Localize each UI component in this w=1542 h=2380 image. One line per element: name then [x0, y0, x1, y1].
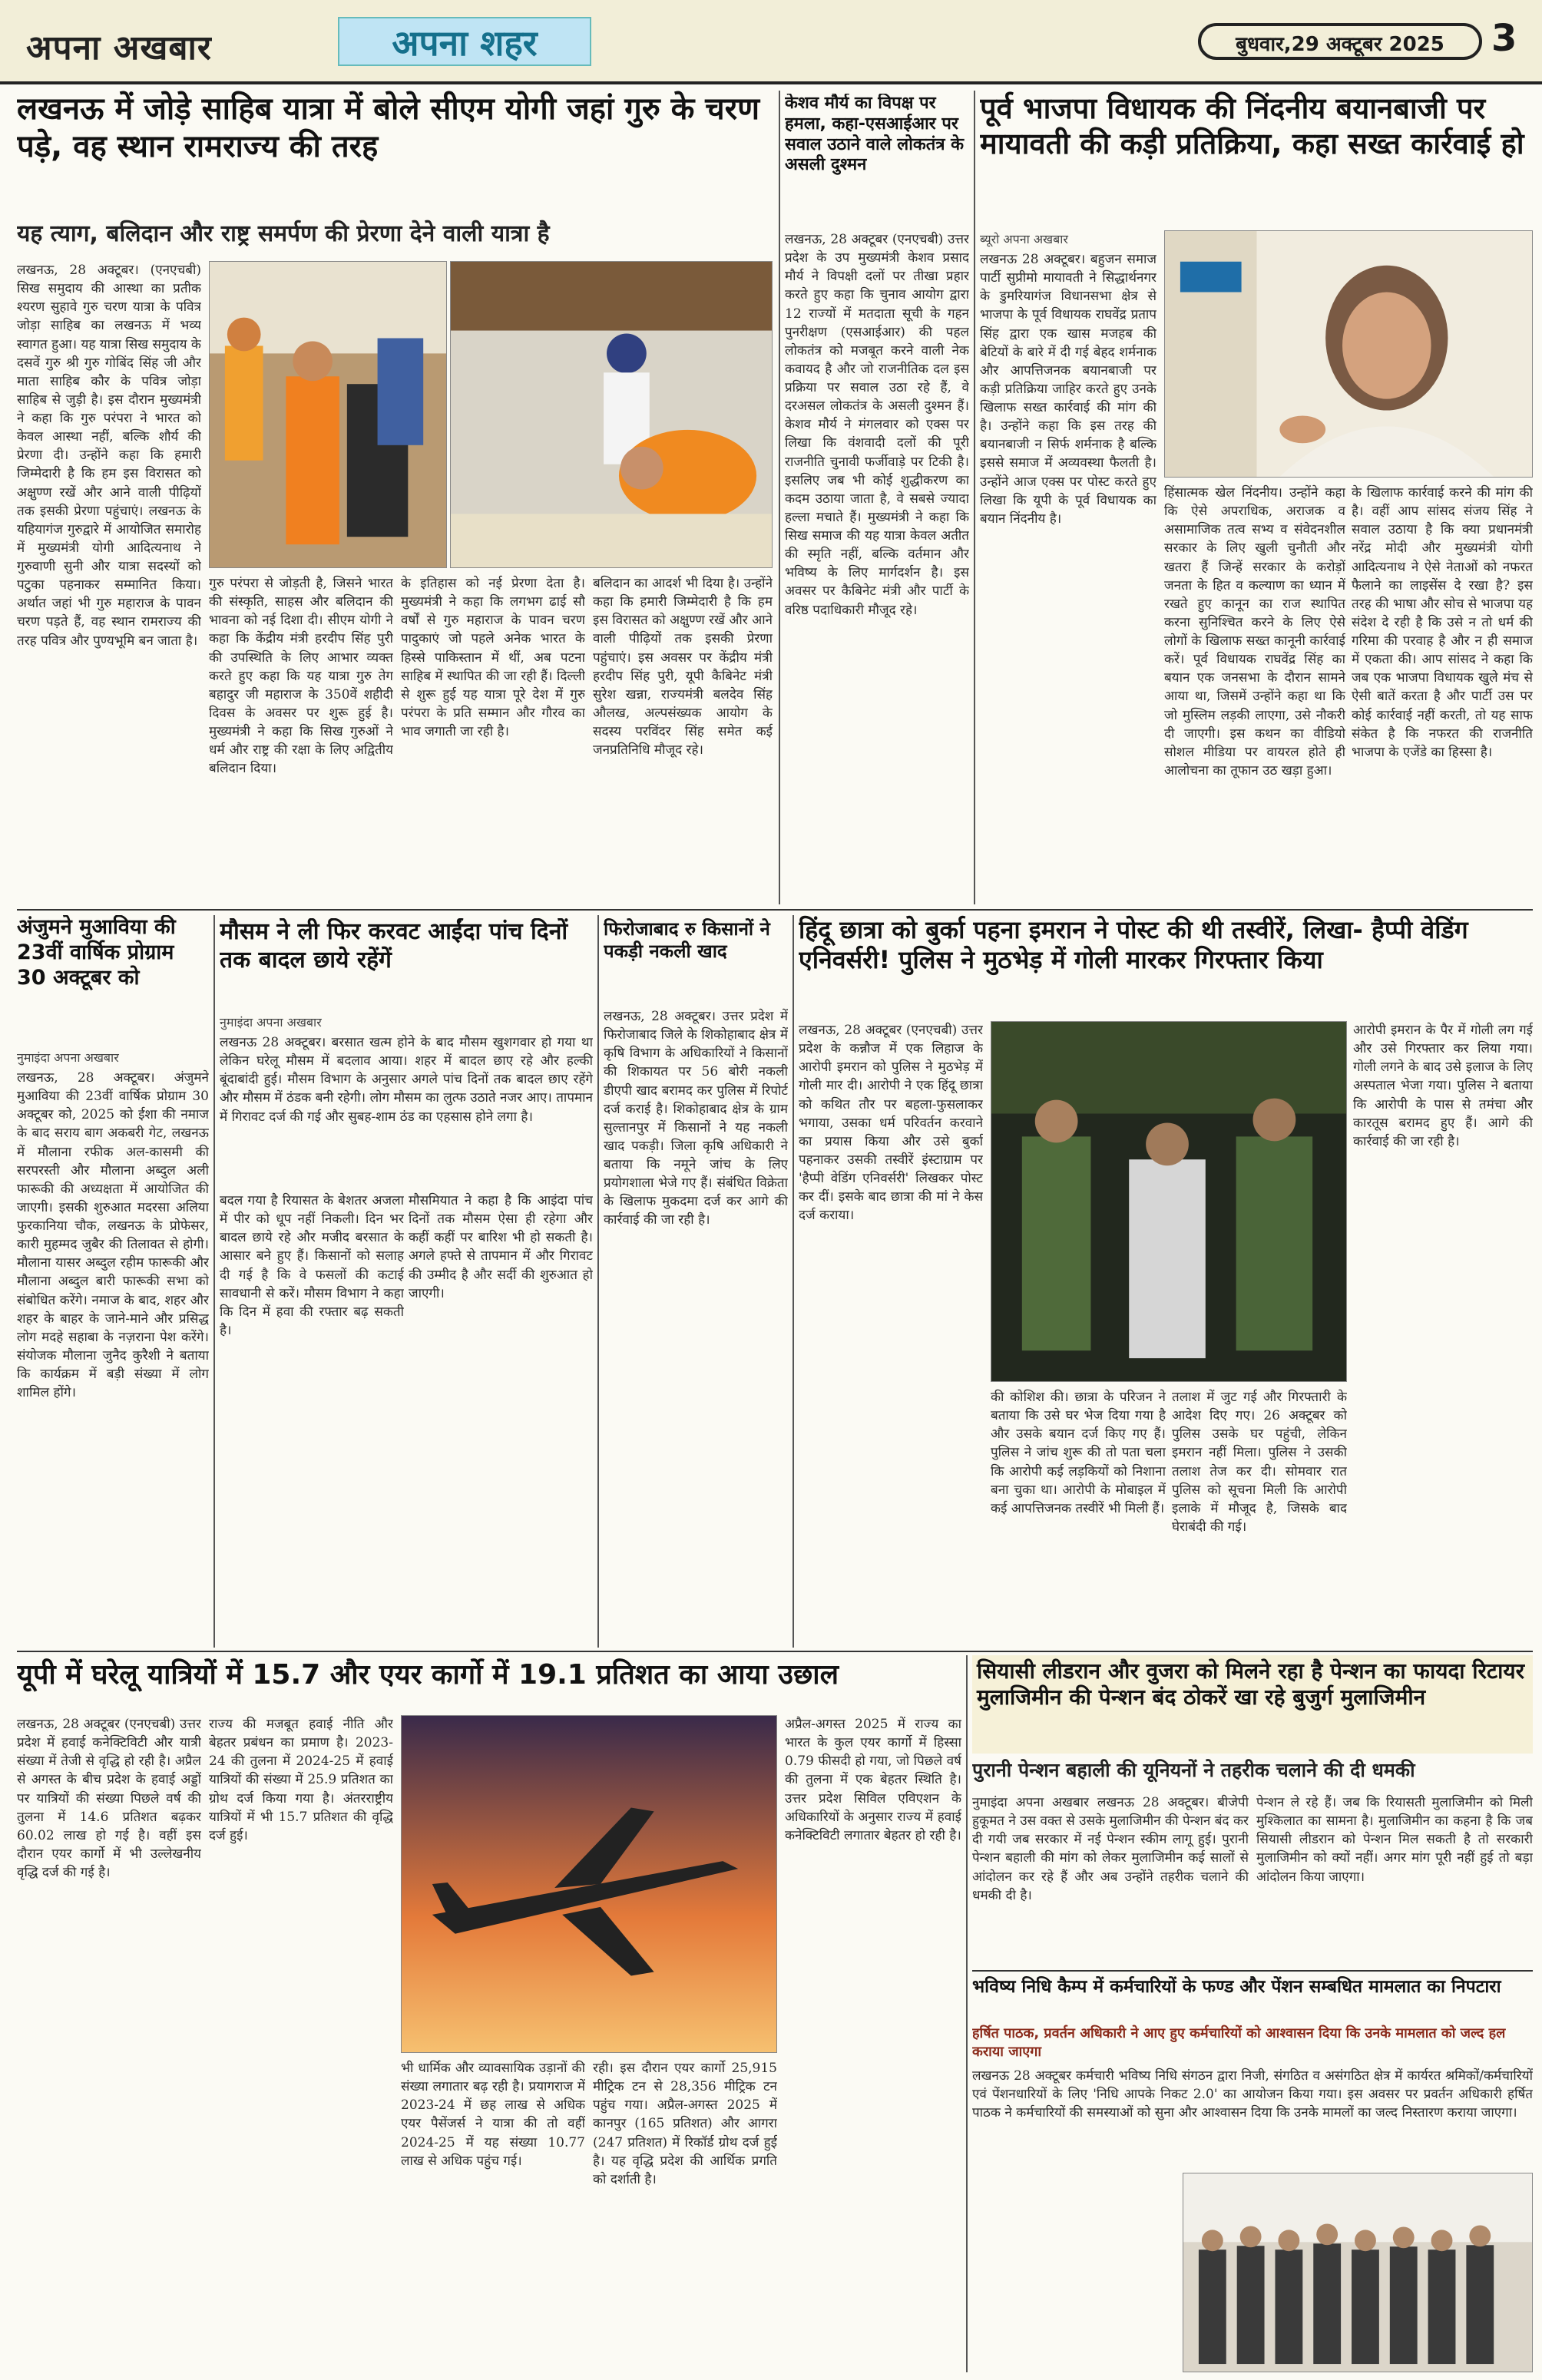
- newspaper-brand: अपना अखबार: [26, 28, 212, 68]
- column-divider: [779, 91, 780, 904]
- yogi-photo-1: [209, 261, 447, 568]
- weather-column-3: मौसमियात ने कहा है कि आइंदा पांच दिनों तक मौसम ऐसा ही रहेगा और कहीं कहीं पर बारिश भी हो सकती है। अगले हफ्ते से तापमान में और गिरावट की उम्मीद है और सर्दी की शुरुआत हो जाएगी।: [409, 1193, 593, 1301]
- travel-headline: यूपी में घरेलू यात्रियों में 15.7 और एयर कार्गो में 19.1 प्रतिशत का आया उछाल: [17, 1659, 839, 1691]
- urs-headline: अंजुमने मुआविया की 23वीं वार्षिक प्रोग्राम 30 अक्टूबर को: [17, 915, 176, 990]
- pf-body: लखनऊ 28 अक्टूबर कर्मचारी भविष्य निधि संगठन द्वारा निजी, संगठित व असंगठित क्षेत्र में कार्यरत श्रमिकों/कर्मचारियों एवं पेंशनधारियों के लिए 'निधि आपके निकट 2.0' का आयोजन किया गया। इस अवसर पर प्रवर्तन अधिकारी हर्षित पाठक ने कर्मचारियों की समस्याओं को सुना और आश्वासन दिया कि उनके मामलों का जल्द निस्तारण कराया जाएगा।: [972, 2068, 1533, 2121]
- mayawati-byline: ब्यूरो अपना अखबार: [980, 232, 1068, 246]
- burqa-photo: [991, 1021, 1347, 1382]
- travel-column-5: अप्रैल-अगस्त 2025 में राज्य का भारत के कुल एयर कार्गो में हिस्सा 0.79 फीसदी हो गया, जो पिछले वर्ष की तुलना में एक बेहतर स्थिति है। उत्तर प्रदेश सिविल एविएशन के अधिकारियों के अनुसार राज्य में हवाई कनेक्टिविटी लगातार बेहतर हो रही है।: [785, 1717, 961, 1843]
- page-number: 3: [1491, 17, 1517, 60]
- burqa-column-3: तलाश में जुट गई और गिरफ्तारी के आदेश दिए गए। 26 अक्टूबर को पुलिस उसके घर पहुंची, लेकिन इमरान नहीं मिला। पुलिस ने उसकी तलाश तेज कर दी। सोमवार रात पुलिस को सूचना मिली कि आरोपी इलाके में मौजूद है, जिसके बाद घेराबंदी की गई।: [1172, 1390, 1347, 1535]
- weather-headline: मौसम ने ली फिर करवट आईंदा पांच दिनों तक बादल छाये रहेंगें: [220, 918, 568, 973]
- yogi-column-3: के इतिहास को नई प्रेरणा देता है। मुख्यमंत्री ने कहा कि लगभग ढाई सौ वर्षों से गुरु महाराज के पावन चरण पादुकाएं जो पहले अनेक भारत के हिस्से पाकिस्तान में थीं, अब पटना साहिब में स्थापित की जा रही हैं। दिल्ली से शुरू हुई यह यात्रा पूरे देश में गुरु परंपरा के प्रति सम्मान और गौरव का भाव जगाती जा रही है।: [401, 576, 585, 739]
- mayawati-headline: पूर्व भाजपा विधायक की निंदनीय बयानबाजी पर मायावती की कड़ी प्रतिक्रिया, कहा सख्त कार्रवाई हो: [980, 91, 1524, 161]
- pension-subhead: पुरानी पेन्शन बहाली की यूनियनों ने तहरीक चलाने की दी धमकी: [972, 1759, 1415, 1781]
- airplane-photo: [401, 1715, 777, 2053]
- weather-column-2: बदल गया है रियासत के बेशतर अजला में पीर को धूप नहीं निकली। दिन भर बादल छाये रहे और मजीद बरसात के आसार बने हुए हैं। किसानों को सलाह दी गई है कि वे फसलों की कटाई सावधानी से करें। मौसम विभाग ने कहा कि दिन में हवा की रफ्तार बढ़ सकती है।: [220, 1193, 404, 1338]
- pf-headline: भविष्य निधि कैम्प में कर्मचारियों के फण्ड और पेंशन सम्बधित मामलात का निपटारा: [972, 1977, 1501, 1997]
- burqa-column-1: लखनऊ, 28 अक्टूबर (एनएचबी) उत्तर प्रदेश के कन्नौज में एक लिहाज के आरोपी इमरान को पुलिस ने मुठभेड़ में गोली मार दी। आरोपी ने एक हिंदू छात्रा को कथित तौर पर बहला-फुसलाकर भगाया, उसका धर्म परिवर्तन करवाने का प्रयास किया और उसे बुर्का पहनाकर उसकी तस्वीरें इंस्टाग्राम पर 'हैप्पी वेडिंग एनिवर्सरी' लिखकर पोस्ट कर दीं। इसके बाद छात्रा की मां ने केस दर्ज कराया।: [799, 1023, 983, 1224]
- mayawati-lead: लखनऊ 28 अक्टूबर। बहुजन समाज पार्टी सुप्रीमो मायावती ने सिद्धार्थनगर के डुमरियागंज विधानसभा क्षेत्र से भाजपा के पूर्व विधायक राघवेंद्र प्रताप सिंह द्वारा एक खास मजहब की बेटियों के बारे में दी गई बेहद शर्मनाक और आपत्तिजनक बयानबाजी पर कड़ी प्रतिक्रिया जाहिर करते हुए उनके खिलाफ सख्त कार्रवाई की मांग की है। उन्होंने कहा कि इस तरह की बयानबाजी न सिर्फ शर्मनाक है बल्कि इससे समाज में अव्यवस्था फैलती है। उन्होंने आज एक्स पर पोस्ट करते हुए लिखा कि यूपी के पूर्व विधायक का बयान निंदनीय है।: [980, 252, 1156, 527]
- section-divider: [17, 909, 1533, 911]
- yogi-column-1: लखनऊ, 28 अक्टूबर। (एनएचबी) सिख समुदाय की आस्था का प्रतीक श्यरण सुहावे गुरु चरण यात्रा के पवित्र जोड़ा साहिब का लखनऊ में भव्य स्वागत हुआ। यह यात्रा सिख समुदाय के दसवें गुरु श्री गुरु गोबिंद सिंह जी और माता साहिब कौर के पवित्र जोड़ा साहिब से जुड़ी है। इस दौरान मुख्यमंत्री ने कहा कि गुरु परंपरा ने भारत को केवल आस्था नहीं, बल्कि शौर्य की प्रेरणा दी। उन्होंने कहा कि हमारी जिम्मेदारी है कि हम इस विरासत को अक्षुण्ण रखें और आने वाली पीढ़ियों तक इसकी प्रेरणा पहुंचाएं। लखनऊ के यहियागंज गुरुद्वारे में आयोजित समारोह में मुख्यमंत्री योगी आदित्यनाथ ने गुरुवाणी सुनी और यात्रा सदस्यों को पटुका पहनाकर सम्मानित किया। अर्थात जहां भी गुरु महाराज के पावन चरण पड़ते हैं, वह स्थान रामराज्य की तरह पवित्र और पुण्यभूमि बन जाता है।: [17, 263, 201, 649]
- section-divider: [17, 1651, 1533, 1652]
- pension-column-2: पेन्शन ले रहे हैं। जब कि रियासती मुलाजिमीन को मिली मुश्किलात का सामना है। मुलाजिमीन का कहना है कि जब सियासी लीडरान को पेन्शन मिल सकती है तो सरकारी मुलाजिमीन को क्यों नहीं। अगर मांग पूरी नहीं हुई तो बड़ा आंदोलन किया जाएगा।: [1256, 1795, 1533, 1885]
- yogi-photo-2: [450, 261, 773, 568]
- pf-subhead: हर्षित पाठक, प्रवर्तन अधिकारी ने आए हुए कर्मचारियों को आश्वासन दिया कि उनके मामलात को जल्द हल कराया जाएगा: [972, 2025, 1506, 2060]
- section-divider: [972, 1970, 1533, 1972]
- khad-headline: फिरोजाबाद रु किसानों ने पकड़ी नकली खाद: [604, 918, 770, 963]
- keshav-headline: केशव मौर्य का विपक्ष पर हमला, कहा-एसआईआर पर सवाल उठाने वाले लोकतंत्र के असली दुश्मन: [785, 94, 965, 175]
- mayawati-photo: [1164, 230, 1533, 478]
- pension-headline: सियासी लीडरान और वुजरा को मिलने रहा है पेन्शन का फायदा रिटायर मुलाजिमीन की पेन्शन बंद ठोकरें खा रहे बुजुर्ग मुलाजिमीन: [972, 1655, 1533, 1754]
- travel-column-1: लखनऊ, 28 अक्टूबर (एनएचबी) उत्तर प्रदेश में हवाई कनेक्टिविटी और यात्री संख्या में तेजी से वृद्धि हो रही है। अप्रैल से अगस्त के बीच प्रदेश के हवाई अड्डों पर यात्रियों की संख्या पिछले वर्ष की तुलना में 14.6 प्रतिशत बढ़कर 60.02 लाख हो गई है। वहीं इस दौरान एयर कार्गो में भी उल्लेखनीय वृद्धि दर्ज की गई है।: [17, 1717, 201, 1880]
- yogi-subhead: यह त्याग, बलिदान और राष्ट्र समर्पण की प्रेरणा देने वाली यात्रा है: [17, 220, 550, 247]
- travel-column-3: भी धार्मिक और व्यावसायिक उड़ानों की संख्या लगातार बढ़ रही है। प्रयागराज में 2023-24 में छह लाख से अधिक एयर पैसेंजर्स ने यात्रा की तो वहीं 2024-25 में यह संख्या 10.77 लाख से अधिक पहुंच गई।: [401, 2061, 585, 2169]
- column-divider: [793, 915, 794, 1648]
- urs-byline: नुमाइंदा अपना अखबार: [17, 1050, 119, 1065]
- column-divider: [966, 1655, 968, 2372]
- column-divider: [974, 91, 975, 904]
- urs-body: लखनऊ, 28 अक्टूबर। अंजुमने मुआविया की 23वीं वार्षिक प्रोग्राम 30 अक्टूबर को, 2025 को ईशा की नमाज के बाद सराय बाग अकबरी गेट, लखनऊ में मौलाना रफीक अल-कासमी की सरपरस्ती और मौलाना अब्दुल अली फारूकी की अध्यक्षता में आयोजित की जाएगी। इसकी शुरुआत मदरसा अलिया फुरकानिया चौक, लखनऊ के प्रोफेसर, कारी मुहम्मद जुबैर की तिलावत से होगी। मौलाना यासर अब्दुल रहीम फारूकी और मौलाना अब्दुल बारी फारूकी सभा को संबोधित करेंगे। नमाज के बाद, शहर और शहर के बाहर के जाने-माने और प्रसिद्ध लोग मदहे सहाबा के नज़राना पेश करेंगे। संयोजक मौलाना जुनैद कुरैशी ने बताया कि कार्यक्रम में बड़ी संख्या में लोग शामिल होंगे।: [17, 1070, 209, 1401]
- mayawati-column-2: हिंसात्मक खेल निंदनीय। उन्होंने कहा कि ऐसे अपराधिक, अराजक व असामाजिक तत्व सभ्य व संवेदनशील सरकार के लिए खुली चुनौती और खतरा हैं जिन्हें सरकार के करोड़ों जनता के हित व कल्याण का ध्यान में रखते हुए कानून का राज स्थापित करना सुनिश्चित करने के लिए ऐसे लोगों के खिलाफ सख्त कानूनी कार्रवाई करें। पूर्व विधायक राघवेंद्र सिंह का बयान एक जनसभा के दौरान सामने आया था, जिसमें उन्होंने कहा था कि जो मुस्लिम लड़की लाएगा, उसे नौकरी दी जाएगी। इस कथन का वीडियो सोशल मीडिया पर वायरल होते ही आलोचना का तूफान उठ खड़ा हुआ।: [1164, 485, 1345, 778]
- column-divider: [213, 915, 215, 1648]
- burqa-column-4: आरोपी इमरान के पैर में गोली लग गई और उसे गिरफ्तार कर लिया गया। गोली लगने के बाद उसे इलाज के लिए अस्पताल भेजा गया। पुलिस ने बताया कि आरोपी के पास से तमंचा और कारतूस बरामद हुए हैं। आगे की कार्रवाई की जा रही है।: [1353, 1023, 1533, 1149]
- pf-group-photo: [1183, 2173, 1533, 2372]
- yogi-headline: लखनऊ में जोड़े साहिब यात्रा में बोले सीएम योगी जहां गुरु के चरण पड़े, वह स्थान रामराज्य की तरह: [17, 91, 759, 164]
- yogi-column-2: गुरु परंपरा से जोड़ती है, जिसने भारत की संस्कृति, साहस और बलिदान की भावना को नई दिशा दी। सीएम योगी ने कहा कि केंद्रीय मंत्री हरदीप सिंह पुरी की उपस्थिति के लिए आभार व्यक्त करते हुए कहा कि यह यात्रा गुरु तेग बहादुर जी महाराज के 350वें शहीदी दिवस के अवसर पर शुरू हुई है। मुख्यमंत्री ने कहा कि सिख गुरुओं ने धर्म और राष्ट्र की रक्षा के लिए अद्वितीय बलिदान दिया।: [209, 576, 393, 777]
- column-divider: [597, 915, 599, 1648]
- burqa-column-2: की कोशिश की। छात्रा के परिजन ने बताया कि उसे घर भेज दिया गया है और उसके बयान दर्ज किए गए हैं। पुलिस ने जांच शुरू की तो पता चला कि आरोपी कई लड़कियों को निशाना बना चुका था। आरोपी के मोबाइल में कई आपत्तिजनक तस्वीरें भी मिली हैं।: [991, 1390, 1166, 1516]
- weather-byline: नुमाइंदा अपना अखबार: [220, 1015, 322, 1030]
- pension-column-1: नुमाइंदा अपना अखबार लखनऊ 28 अक्टूबर। बीजेपी हुकूमत ने उस वक्त से उसके मुलाजिमीन की पेन्शन बंद कर दी गयी जब सरकार में नई पेन्शन स्कीम लागू हुई। पुरानी पेन्शन बहाली की मांग को लेकर मुलाजिमीन कई सालों से आंदोलन कर रहे हैं और अब उन्होंने तहरीक चलाने की धमकी दी है।: [972, 1795, 1249, 1903]
- weather-column-1: लखनऊ 28 अक्टूबर। बरसात खत्म होने के बाद मौसम खुशगवार हो गया था लेकिन घरेलू मौसम में बदलाव आया। शहर में बादल छाए रहे और हल्की बूंदाबांदी हुई। मौसम विभाग के अनुसार अगले पांच दिनों तक बादल छाए रहेंगे और मौसम में ठंडक बनी रहेगी। लोग मौसम का लुत्फ उठाते नजर आए। तापमान में गिरावट दर्ज की गई और सुबह-शाम ठंड का एहसास होने लगा है।: [220, 1035, 593, 1125]
- burqa-headline: हिंदू छात्रा को बुर्का पहना इमरान ने पोस्ट की थी तस्वीरें, लिखा- हैप्पी वेडिंग एनिवर्सरी! पुलिस ने मुठभेड़ में गोली मारकर गिरफ्तार किया: [799, 915, 1468, 975]
- travel-column-2: राज्य की मजबूत हवाई नीति और बेहतर प्रबंधन का प्रमाण है। 2023-24 की तुलना में 2024-25 में हवाई यात्रियों की संख्या में 25.9 प्रतिशत का ग्रोथ दर्ज किया गया है। अंतरराष्ट्रीय यात्रियों में भी 15.7 प्रतिशत की वृद्धि दर्ज हुई।: [209, 1717, 393, 1843]
- khad-body: लखनऊ, 28 अक्टूबर। उत्तर प्रदेश में फिरोजाबाद जिले के शिकोहाबाद क्षेत्र में कृषि विभाग के अधिकारियों ने किसानों की शिकायत पर 56 बोरी नकली डीएपी खाद बरामद कर पुलिस में रिपोर्ट दर्ज कराई है। शिकोहाबाद क्षेत्र के ग्राम सुल्तानपुर में किसानों ने यह नकली खाद पकड़ी। जिला कृषि अधिकारी ने बताया कि नमूने जांच के लिए प्रयोगशाला भेजे गए हैं। संबंधित विक्रेता के खिलाफ मुकदमा दर्ज कर आगे की कार्रवाई की जा रही है।: [604, 1009, 788, 1228]
- keshav-body: लखनऊ, 28 अक्टूबर (एनएचबी) उत्तर प्रदेश के उप मुख्यमंत्री केशव प्रसाद मौर्य ने विपक्षी दलों पर तीखा प्रहार करते हुए कहा कि चुनाव आयोग द्वारा 12 राज्यों में मतदाता सूची के गहन पुनरीक्षण (एसआईआर) की पहल लोकतंत्र को मजबूत करने वाली नेक कवायद है और जो राजनीतिक दल इस प्रक्रिया पर सवाल उठा रहे हैं, वे दरअसल लोकतंत्र के असली दुश्मन हैं। केशव मौर्य ने मंगलवार को एक्स पर लिखा कि वंशवादी दलों की पूरी राजनीति चुनावी फर्जीवाड़े पर टिकी है। इसलिए जब भी कोई शुद्धीकरण का कदम उठाया जाता है, वे सबसे ज्यादा हल्ला मचाते हैं। मुख्यमंत्री ने कहा कि सिख समाज की यह यात्रा केवल अतीत की स्मृति नहीं, बल्कि वर्तमान और भविष्य के लिए मार्गदर्शन है। इस अवसर पर कैबिनेट मंत्री और पार्टी के वरिष्ठ पदाधिकारी मौजूद रहे।: [785, 232, 969, 618]
- yogi-column-4: बलिदान का आदर्श भी दिया है। उन्होंने कहा कि हमारी जिम्मेदारी है कि हम इस विरासत को अक्षुण्ण रखें और आने वाली पीढ़ियों तक इसकी प्रेरणा पहुंचाएं। इस अवसर पर केंद्रीय मंत्री हरदीप सिंह पुरी, यूपी कैबिनेट मंत्री सुरेश खन्ना, राज्यमंत्री बलदेव सिंह औलख, अल्पसंख्यक आयोग के सदस्य परविंदर सिंह समेत कई जनप्रतिनिधि मौजूद रहे।: [593, 576, 773, 759]
- issue-date: बुधवार,29 अक्टूबर 2025: [1198, 23, 1482, 60]
- travel-column-4: रही। इस दौरान एयर कार्गो 25,915 मीट्रिक टन से 28,356 मीट्रिक टन पहुंच गया। अप्रैल-अगस्त 2025 में कानपुर (165 प्रतिशत) और आगरा (247 प्रतिशत) में रिकॉर्ड ग्रोथ दर्ज हुई है। यह वृद्धि प्रदेश की आर्थिक प्रगति को दर्शाती है।: [593, 2061, 777, 2187]
- mayawati-column-3: के खिलाफ कार्रवाई करने की मांग की है। वहीं आप सांसद संजय सिंह ने सवाल उठाया है कि क्या प्रधानमंत्री नरेंद्र मोदी और मुख्यमंत्री योगी आदित्यनाथ ने ऐसे नेताओं को नफरत फैलाने का लाइसेंस दे रखा है? इस तरह की भाषा और सोच से भाजपा यह संदेश दे रही है कि उसे न तो धर्म की गरिमा की परवाह है और न ही समाज में एकता की। आप सांसद ने कहा कि जब एक भाजपा विधायक खुले मंच से ऐसी बातें करता है और पार्टी उस पर कोई कार्रवाई नहीं करती, तो यह साफ संकेत है कि नफरत की राजनीति भाजपा के एजेंडे का हिस्सा है।: [1352, 485, 1533, 760]
- section-title: अपना शहर: [338, 17, 591, 66]
